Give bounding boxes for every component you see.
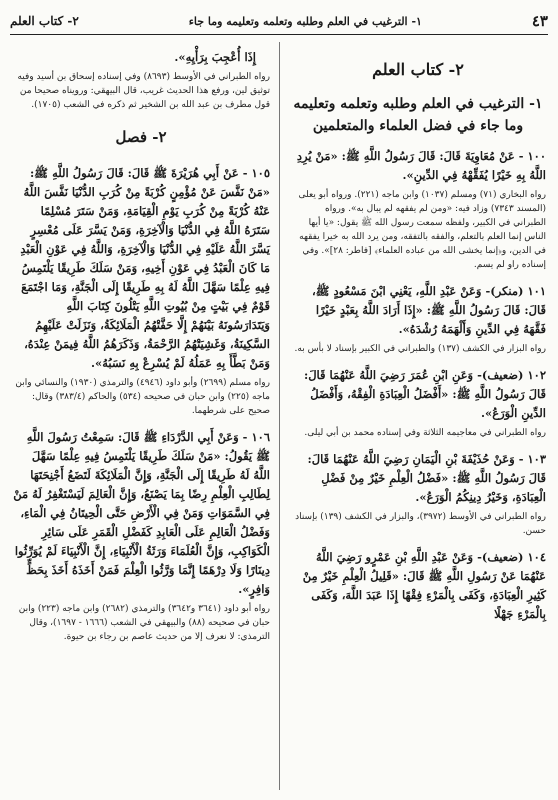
hadith-text: ١٠٢(ضعيف)- وَعَنِ ابْنِ عُمَرَ رَضِيَ اللَّهُ عَنْهُمَا قَالَ: قَالَ رَسُولُ اللَّهِ ﷺ: «أَفْضَلُ الْعِبَادَةِ الْفِقْهُ، وَأَفْضَلُ الدِّينِ الْوَرَعُ». [303,368,546,420]
hadith-source: رواه الطبراني في الأوسط (٣٩٧٢)، والبزار في الكشف (١٣٩) بإسناد حسن. [295,512,546,536]
hadith-text: ١٠٦- وَعَنْ أَبِي الدَّرْدَاءِ ﷺ قَالَ: سَمِعْتُ رَسُولَ اللَّهِ ﷺ يَقُولُ: «مَنْ سَلَكَ طَرِيقًا يَلْتَمِسُ فِيهِ عِلْمًا سَهَّلَ اللَّهُ لَهُ طَرِيقًا إِلَى الْجَنَّةِ، وَإِنَّ الْمَلَائِكَةَ لَتَضَعُ أَجْنِحَتَهَا لِطَالِبِ الْعِلْمِ رِضًا بِمَا يَصْنَعُ، وَإِنَّ الْعَالِمَ لَيَسْتَغْفِرُ لَهُ مَنْ فِي السَّمَوَاتِ وَمَنْ فِي الْأَرْضِ حَتَّى الْحِيتَانُ فِي الْمَاءِ، وَفَضْلُ الْعَالِمِ عَلَى الْعَابِدِ كَفَضْلِ الْقَمَرِ عَلَى سَائِرِ الْكَوَاكِبِ، وَإِنَّ الْعُلَمَاءَ وَرَثَةُ الْأَنْبِيَاءِ، إِنَّ الْأَنْبِيَاءَ لَمْ يُوَرِّثُوا دِينَارًا وَلَا دِرْهَمًا إِنَّمَا وَرَّثُوا الْعِلْمَ فَمَنْ أَخَذَهُ أَخَذَ بِحَظٍّ وَافِرٍ». [13,430,270,596]
hadith-number: ١٠١ [527,284,546,298]
hadith-source: رواه البزار في الكشف (١٣٧) والطبراني في الكبير بإسناد لا بأس به. [294,344,546,354]
hadith-text: ١٠٤(ضعيف)- وَعَنْ عَبْدِ اللَّهِ بْنِ عَمْرٍو رَضِيَ اللَّهُ عَنْهُمَا عَنْ رَسُولِ اللَّهِ ﷺ قَالَ: «قَلِيلُ الْعِلْمِ خَيْرٌ مِنْ كَثِيرِ الْعِبَادَةِ، وَكَفَى بِالْمَرْءِ فِقْهًا إِذَا عَبَدَ اللَّهَ، وَكَفَى بِالْمَرْءِ جَهْلًا [302,550,546,621]
left-column [12,44,270,654]
hadith-number: ١٠٦ [251,430,270,444]
hadith-grade: (منكر) [490,284,524,298]
hadith-text: ١٠٠- عَنْ مُعَاوِيَةَ قَالَ: قَالَ رَسُولُ اللَّهِ ﷺ: «مَنْ يُرِدِ اللَّهُ بِهِ خَيْرًا يُفَقِّهْهُ فِي الدِّينِ». [296,149,546,182]
hadith-number: ١٠٣ [527,452,546,466]
hadith-105 [12,164,270,418]
hadith-number: ١٠٢ [527,368,546,382]
page-number: ٤٣ [531,12,548,30]
section-title: ١- الترغيب في العلم وطلبه وتعلمه وتعليمه وما جاء في فضل العلماء والمتعلمين [293,96,543,134]
continuation-text: إِذَا أُعْجِبَ بِرَأْيِهِ». [174,50,256,64]
hadith-text: ١٠٣- وَعَنْ حُذَيْفَةَ بْنِ الْيَمَانِ رَضِيَ اللَّهُ عَنْهُمَا قَالَ: قَالَ رَسُولُ اللَّهِ ﷺ: «فَضْلُ الْعِلْمِ خَيْرٌ مِنْ فَضْلِ الْعِبَادَةِ، وَخَيْرُ دِينِكُمُ الْوَرَعُ». [307,452,546,504]
hadith-106 [12,428,270,644]
hadith-source: رواه البخاري (٧١) ومسلم (١٠٣٧) وابن ماجه (٢٢١). ورواه أبو يعلى (المسند ٧٣٤٣) وزاد فيه: «ومن لم يفقهه لم يبال به». ورواه الطبراني في الكبير، ولفظه سمعت رسول الله ﷺ يقول: «يا أيها الناس إنما العلم بالتعلم، والفقه بالتفقه، ومن يرد الله به خيرا يفقهه في الدين، و﴿إنما يخشى الله من عباده العلماء﴾ [فاطر: ٢٨]». وفي إسناده راو لم يسم. [298,190,546,270]
hadith-text: ١٠٥- عَنْ أَبِي هُرَيْرَةَ ﷺ قَالَ: قَالَ رَسُولُ اللَّهِ ﷺ: «مَنْ نَفَّسَ عَنْ مُؤْمِنٍ كُرْبَةً مِنْ كُرَبِ الدُّنْيَا نَفَّسَ اللَّهُ عَنْهُ كُرْبَةً مِنْ كُرَبِ يَوْمِ الْقِيَامَةِ، وَمَنْ سَتَرَ مُسْلِمًا سَتَرَهُ اللَّهُ فِي الدُّنْيَا وَالْآخِرَةِ، وَمَنْ يَسَّرَ عَلَى مُعْسِرٍ يَسَّرَ اللَّهُ عَلَيْهِ فِي الدُّنْيَا وَالْآخِرَةِ، وَاللَّهُ فِي عَوْنِ الْعَبْدِ مَا كَانَ الْعَبْدُ فِي عَوْنِ أَخِيهِ، وَمَنْ سَلَكَ طَرِيقًا يَلْتَمِسُ فِيهِ عِلْمًا سَهَّلَ اللَّهُ لَهُ بِهِ طَرِيقًا إِلَى الْجَنَّةِ، وَمَا اجْتَمَعَ قَوْمٌ فِي بَيْتٍ مِنْ بُيُوتِ اللَّهِ يَتْلُونَ كِتَابَ اللَّهِ وَيَتَدَارَسُونَهُ بَيْنَهُمْ إِلَّا حَفَّتْهُمُ الْمَلَائِكَةُ، وَنَزَلَتْ عَلَيْهِمُ السَّكِينَةُ، وَغَشِيَتْهُمُ الرَّحْمَةُ، وَذَكَرَهُمُ اللَّهُ فِيمَنْ عِنْدَهُ، وَمَنْ بَطَّأَ بِهِ عَمَلُهُ لَمْ يُسْرِعْ بِهِ نَسَبُهُ». [20,166,270,370]
hadith-100 [290,147,546,272]
running-header [10,8,548,35]
hadith-102 [290,366,546,440]
hadith-103 [290,450,546,538]
hadith-text: ١٠١(منكر)- وَعَنْ عَبْدِ اللَّهِ، يَعْنِي ابْنَ مَسْعُودٍ ﷺ، قَالَ: قَالَ رَسُولُ اللَّهِ ﷺ: «إِذَا أَرَادَ اللَّهُ بِعَبْدٍ خَيْرًا فَقَّهَهُ فِي الدِّينِ وَأَلْهَمَهُ رُشْدَهُ». [311,284,546,336]
chapter-header: ٢- كتاب العلم [10,14,79,28]
hadith-number: ١٠٠ [527,149,546,163]
hadith-grade: (ضعيف) [481,368,524,382]
running-title: ١- الترغيب في العلم وطلبه وتعلمه وتعليمه وما جاء [188,14,422,28]
fasl-title: ٢- فصل [115,128,167,146]
hadith-number: ١٠٤ [527,550,546,564]
hadith-101 [290,282,546,356]
hadith-source: رواه الطبراني في معاجيمه الثلاثة وفي إسناده محمد بن أبي ليلى. [304,428,546,438]
chapter-title: ٢- كتاب العلم [372,60,464,79]
column-divider [279,42,280,790]
right-column [290,44,546,627]
hadith-number: ١٠٥ [251,166,270,180]
continuation-source: رواه الطبراني في الأوسط (٨٦٩٣) وفي إسناده إسحاق بن أسيد وفيه توثيق لين، ورفع هذا الحديث غريب، قال البيهقي: ورويناه صحيحا من قول مطرف بن عبد الله بن الشخير ثم ذكره في الشعب (١٧٠٥). [17,72,270,110]
hadith-grade: (ضعيف) [481,550,524,564]
hadith-source: رواه أبو داود (٣٦٤١ و٣٦٤٢) والترمذي (٢٦٨٢) وابن ماجه (٢٢٣) وابن حبان في صحيحه (٨٨) والبيهقي في الشعب (١٦٦٦ - ١٦٩٧)، وقال الترمذي: لا نعرف إلا من حديث عاصم بن رجاء بن حيوة. [18,604,270,642]
hadith-104 [290,548,546,624]
hadith-source: رواه مسلم (٢٦٩٩) وأبو داود (٤٩٤٦) والترمذي (١٩٣٠) والنسائي وابن ماجه (٢٢٥) وابن حبان في صحيحه (٥٣٤) والحاكم (٣٨٣/٤) وقال: صحيح على شرطهما. [15,378,270,416]
